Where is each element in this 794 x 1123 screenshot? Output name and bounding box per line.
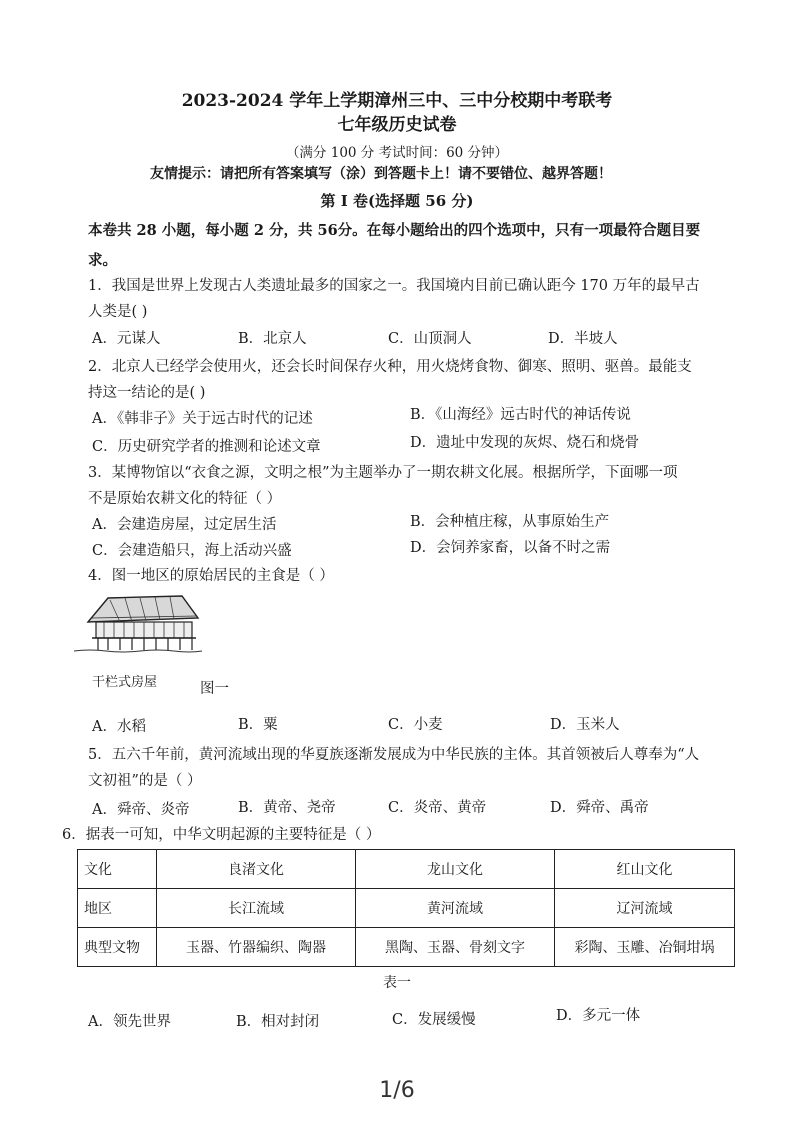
question-5-option-a[interactable]: A．舜帝、炎帝 [92,802,190,818]
table-caption: 表一 [383,975,411,991]
section-instructions: 本卷共 28 小题，每小题 2 分，共 56分。在每小题给出的四个选项中，只有一项最符合题目要求。 [88,222,701,269]
question-5-stem: 5．五六千年前，黄河流域出现的华夏族逐渐发展成为中华民族的主体。其首领被后人尊奉为“人 [88,747,700,763]
table-row [78,928,735,967]
question-1-stem-cont: 人类是( ) [88,304,148,320]
question-2-option-b[interactable]: B．《山海经》远古时代的神话传说 [410,407,631,423]
table-cell: 良渚文化 [157,850,356,889]
question-1-option-c[interactable]: C．山顶洞人 [388,331,472,347]
table-cell: 龙山文化 [356,850,555,889]
figure-label: 图一 [200,681,229,697]
table-cell: 长江流域 [157,889,356,928]
question-2-option-d[interactable]: D．遗址中发现的灰烬、烧石和烧骨 [410,435,640,451]
question-5-option-c[interactable]: C．炎帝、黄帝 [388,800,487,816]
question-1-stem: 1．我国是世界上发现古人类遗址最多的国家之一。我国境内目前已确认距今 170 万年的最早古 [88,278,700,294]
question-3-option-b[interactable]: B．会种植庄稼，从事原始生产 [410,514,610,530]
question-6-option-d[interactable]: D．多元一体 [556,1008,641,1024]
question-6-option-a[interactable]: A．领先世界 [88,1014,171,1030]
question-2-option-a[interactable]: A．《韩非子》关于远古时代的记述 [92,411,313,427]
question-5-stem-cont: 文初祖”的是（ ） [88,773,202,789]
question-6-option-b[interactable]: B．相对封闭 [236,1014,320,1030]
question-2-stem: 2．北京人已经学会使用火，还会长时间保存火种，用火烧烤食物、御寒、照明、驱兽。最能支 [88,359,692,375]
question-3-option-a[interactable]: A．会建造房屋，过定居生活 [92,517,277,533]
image-caption: 干栏式房屋 [92,675,158,690]
page-number: 1/6 [379,1078,415,1103]
question-4-option-a[interactable]: A．水稻 [92,719,146,735]
question-5-option-b[interactable]: B．黄帝、尧帝 [238,800,336,816]
question-3-stem: 3．某博物馆以“衣食之源，文明之根”为主题举办了一期农耕文化展。根据所学，下面哪一项 [88,465,678,481]
section-title: 第 I 卷(选择题 56 分) [320,192,474,210]
culture-table [77,849,735,967]
friendly-tip: 友情提示：请把所有答案填写（涂）到答题卡上！请不要错位、越界答题！ [150,166,612,182]
question-1-option-a[interactable]: A．元谋人 [92,331,161,347]
table-cell: 玉器、竹器编织、陶器 [157,928,356,967]
table-row [78,850,735,889]
question-3-stem-cont: 不是原始农耕文化的特征（ ） [88,491,282,507]
question-4-option-c[interactable]: C．小麦 [388,717,443,733]
question-3-option-d[interactable]: D．会饲养家畜，以备不时之需 [410,540,611,556]
question-2-stem-cont: 持这一结论的是( ) [88,385,206,401]
question-1-option-b[interactable]: B．北京人 [238,331,307,347]
table-cell: 典型文物 [78,928,157,967]
question-5-option-d[interactable]: D．舜帝、禹帝 [550,800,649,816]
table-cell: 文化 [78,850,157,889]
exam-subtitle: 七年级历史试卷 [337,115,457,135]
exam-info: （满分 100 分 考试时间：60 分钟） [285,145,509,161]
table-cell: 黄河流域 [356,889,555,928]
table-cell: 红山文化 [555,850,735,889]
stilt-house-illustration [70,592,205,656]
table-cell: 黑陶、玉器、骨刻文字 [356,928,555,967]
question-6-option-c[interactable]: C．发展缓慢 [392,1012,476,1028]
question-4-stem: 4．图一地区的原始居民的主食是（ ） [88,568,334,584]
question-4-option-d[interactable]: D．玉米人 [550,717,620,733]
table-cell: 辽河流域 [555,889,735,928]
question-4-option-b[interactable]: B．粟 [238,717,278,733]
table-cell: 地区 [78,889,157,928]
question-1-option-d[interactable]: D．半坡人 [548,331,618,347]
question-2-option-c[interactable]: C．历史研究学者的推测和论述文章 [92,439,321,455]
exam-title: 2023-2024 学年上学期漳州三中、三中分校期中考联考 [181,91,613,111]
table-cell: 彩陶、玉雕、冶铜坩埚 [555,928,735,967]
question-6-stem: 6．据表一可知，中华文明起源的主要特征是（ ） [62,827,381,843]
table-row [78,889,735,928]
question-3-option-c[interactable]: C．会建造船只，海上活动兴盛 [92,543,292,559]
